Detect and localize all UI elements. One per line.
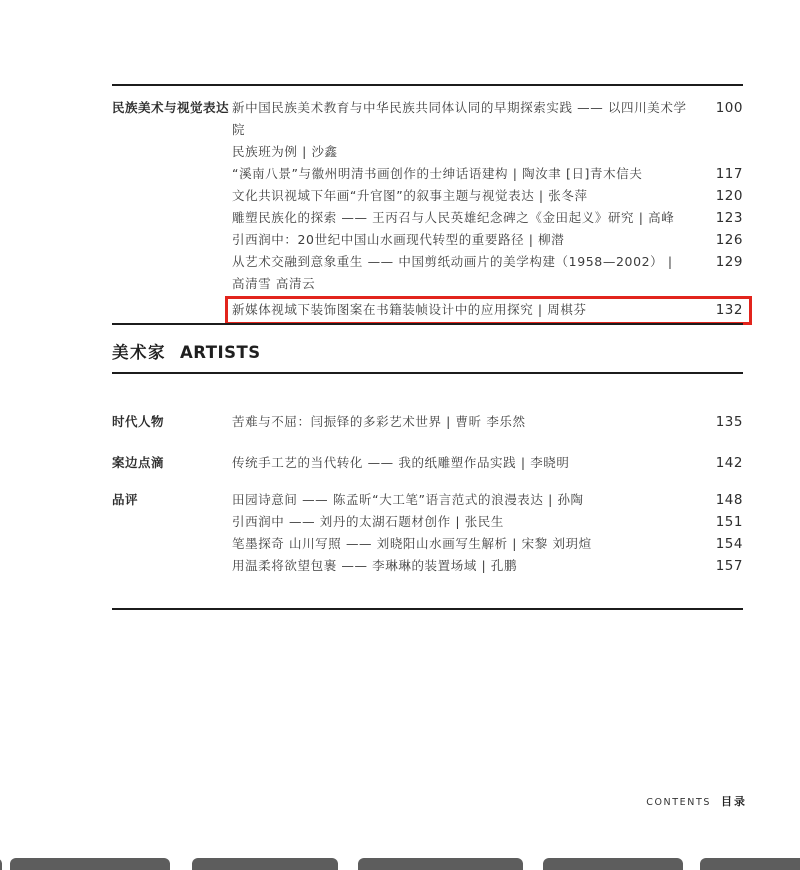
section-era-figures — [112, 411, 743, 433]
entry-title: 引西润中：20世纪中国山水画现代转型的重要路径 | 柳潜 — [232, 232, 565, 247]
entry-title-line: 高清雪 高清云 — [232, 276, 316, 291]
section-label-desk-notes: 案边点滴 — [112, 455, 165, 470]
entry-title: 引西润中 —— 刘丹的太湖石题材创作 | 张民生 — [232, 514, 505, 529]
entry-title: 苦难与不屈：闫振铎的多彩艺术世界 | 曹昕 李乐然 — [232, 414, 526, 429]
entry-title-line: 从艺术交融到意象重生 —— 中国剪纸动画片的美学构建（1958—2002） | — [232, 254, 673, 269]
section-entries — [232, 452, 743, 474]
section-entries — [232, 489, 743, 577]
bottom-divider-rule — [112, 608, 743, 610]
toc-entry-row — [232, 555, 743, 577]
toc-entry-row — [232, 511, 743, 533]
entry-page-number: 100 — [715, 100, 743, 116]
entry-page-number: 129 — [715, 254, 743, 270]
artists-heading-bottom-rule — [112, 372, 743, 374]
entry-page-number: 120 — [715, 188, 743, 204]
entry-title: 雕塑民族化的探索 —— 王丙召与人民英雄纪念碑之《金田起义》研究 | 高峰 — [232, 210, 675, 225]
toc-entry-row — [232, 97, 743, 163]
toc-entry-row — [232, 489, 743, 511]
toc-entry-row — [232, 533, 743, 555]
top-divider-rule — [112, 84, 743, 86]
artists-heading-zh: 美术家 — [112, 343, 166, 362]
page-thumbnail-tab[interactable] — [192, 858, 338, 870]
footer-contents-zh: 目录 — [721, 795, 747, 808]
entry-page-number: 123 — [715, 210, 743, 226]
page-thumbnail-tab[interactable] — [358, 858, 523, 870]
page-thumbnail-tab[interactable] — [0, 858, 2, 870]
page-thumbnail-tab[interactable] — [543, 858, 683, 870]
toc-entry-row — [232, 229, 743, 251]
highlighted-toc-entry-row — [225, 296, 752, 325]
entry-title: 田园诗意间 —— 陈孟昕“大工笔”语言范式的浪漫表达 | 孙陶 — [232, 492, 584, 507]
entry-page-number: 126 — [715, 232, 743, 248]
toc-entry-row — [232, 452, 743, 474]
section-national-art — [112, 97, 743, 325]
entry-page-number: 142 — [715, 455, 743, 471]
toc-entry-row — [232, 251, 743, 295]
entry-title: “溪南八景”与徽州明清书画创作的士绅话语建构 | 陶汝聿 [日]青木信夫 — [232, 166, 643, 181]
entry-page-number: 148 — [715, 492, 743, 508]
entry-title: 传统手工艺的当代转化 —— 我的纸雕塑作品实践 | 李晓明 — [232, 455, 570, 470]
entry-title: 用温柔将欲望包裹 —— 李琳琳的装置场域 | 孔鹏 — [232, 558, 518, 573]
section-label-critique: 品评 — [112, 492, 139, 507]
entry-page-number: 154 — [715, 536, 743, 552]
toc-entry-row — [232, 207, 743, 229]
page-thumbnail-tab[interactable] — [700, 858, 800, 870]
page-thumbnail-tab[interactable] — [10, 858, 170, 870]
artists-heading-en: ARTISTS — [180, 343, 261, 362]
toc-entry-row — [232, 185, 743, 207]
section-desk-notes — [112, 452, 743, 474]
toc-entry-row — [232, 411, 743, 433]
footer-contents-en: CONTENTS — [646, 797, 711, 808]
section-entries — [232, 97, 743, 325]
entry-title — [232, 97, 697, 163]
toc-entry-row — [232, 163, 743, 185]
footer-contents-label — [646, 793, 747, 809]
entry-title — [232, 251, 697, 295]
entry-title: 笔墨探奇 山川写照 —— 刘晓阳山水画写生解析 | 宋黎 刘玥煊 — [232, 536, 592, 551]
entry-title: 文化共识视域下年画“升官图”的叙事主题与视觉表达 | 张冬萍 — [232, 188, 588, 203]
entry-page-number: 132 — [715, 302, 743, 318]
section-label-era-figures: 时代人物 — [112, 414, 165, 429]
entry-page-number: 117 — [715, 166, 743, 182]
entry-page-number: 157 — [715, 558, 743, 574]
section-entries — [232, 411, 743, 433]
section-label-national-art: 民族美术与视觉表达 — [112, 100, 230, 115]
entry-title-line: 民族班为例 | 沙鑫 — [232, 144, 338, 159]
entry-title-line: 新中国民族美术教育与中华民族共同体认同的早期探索实践 —— 以四川美术学院 — [232, 100, 687, 137]
artists-heading-top-rule — [112, 323, 743, 325]
artists-section-heading — [112, 339, 261, 363]
entry-page-number: 151 — [715, 514, 743, 530]
entry-title: 新媒体视域下装饰图案在书籍装帧设计中的应用探究 | 周棋芬 — [232, 302, 587, 317]
section-critique — [112, 489, 743, 577]
entry-page-number: 135 — [715, 414, 743, 430]
